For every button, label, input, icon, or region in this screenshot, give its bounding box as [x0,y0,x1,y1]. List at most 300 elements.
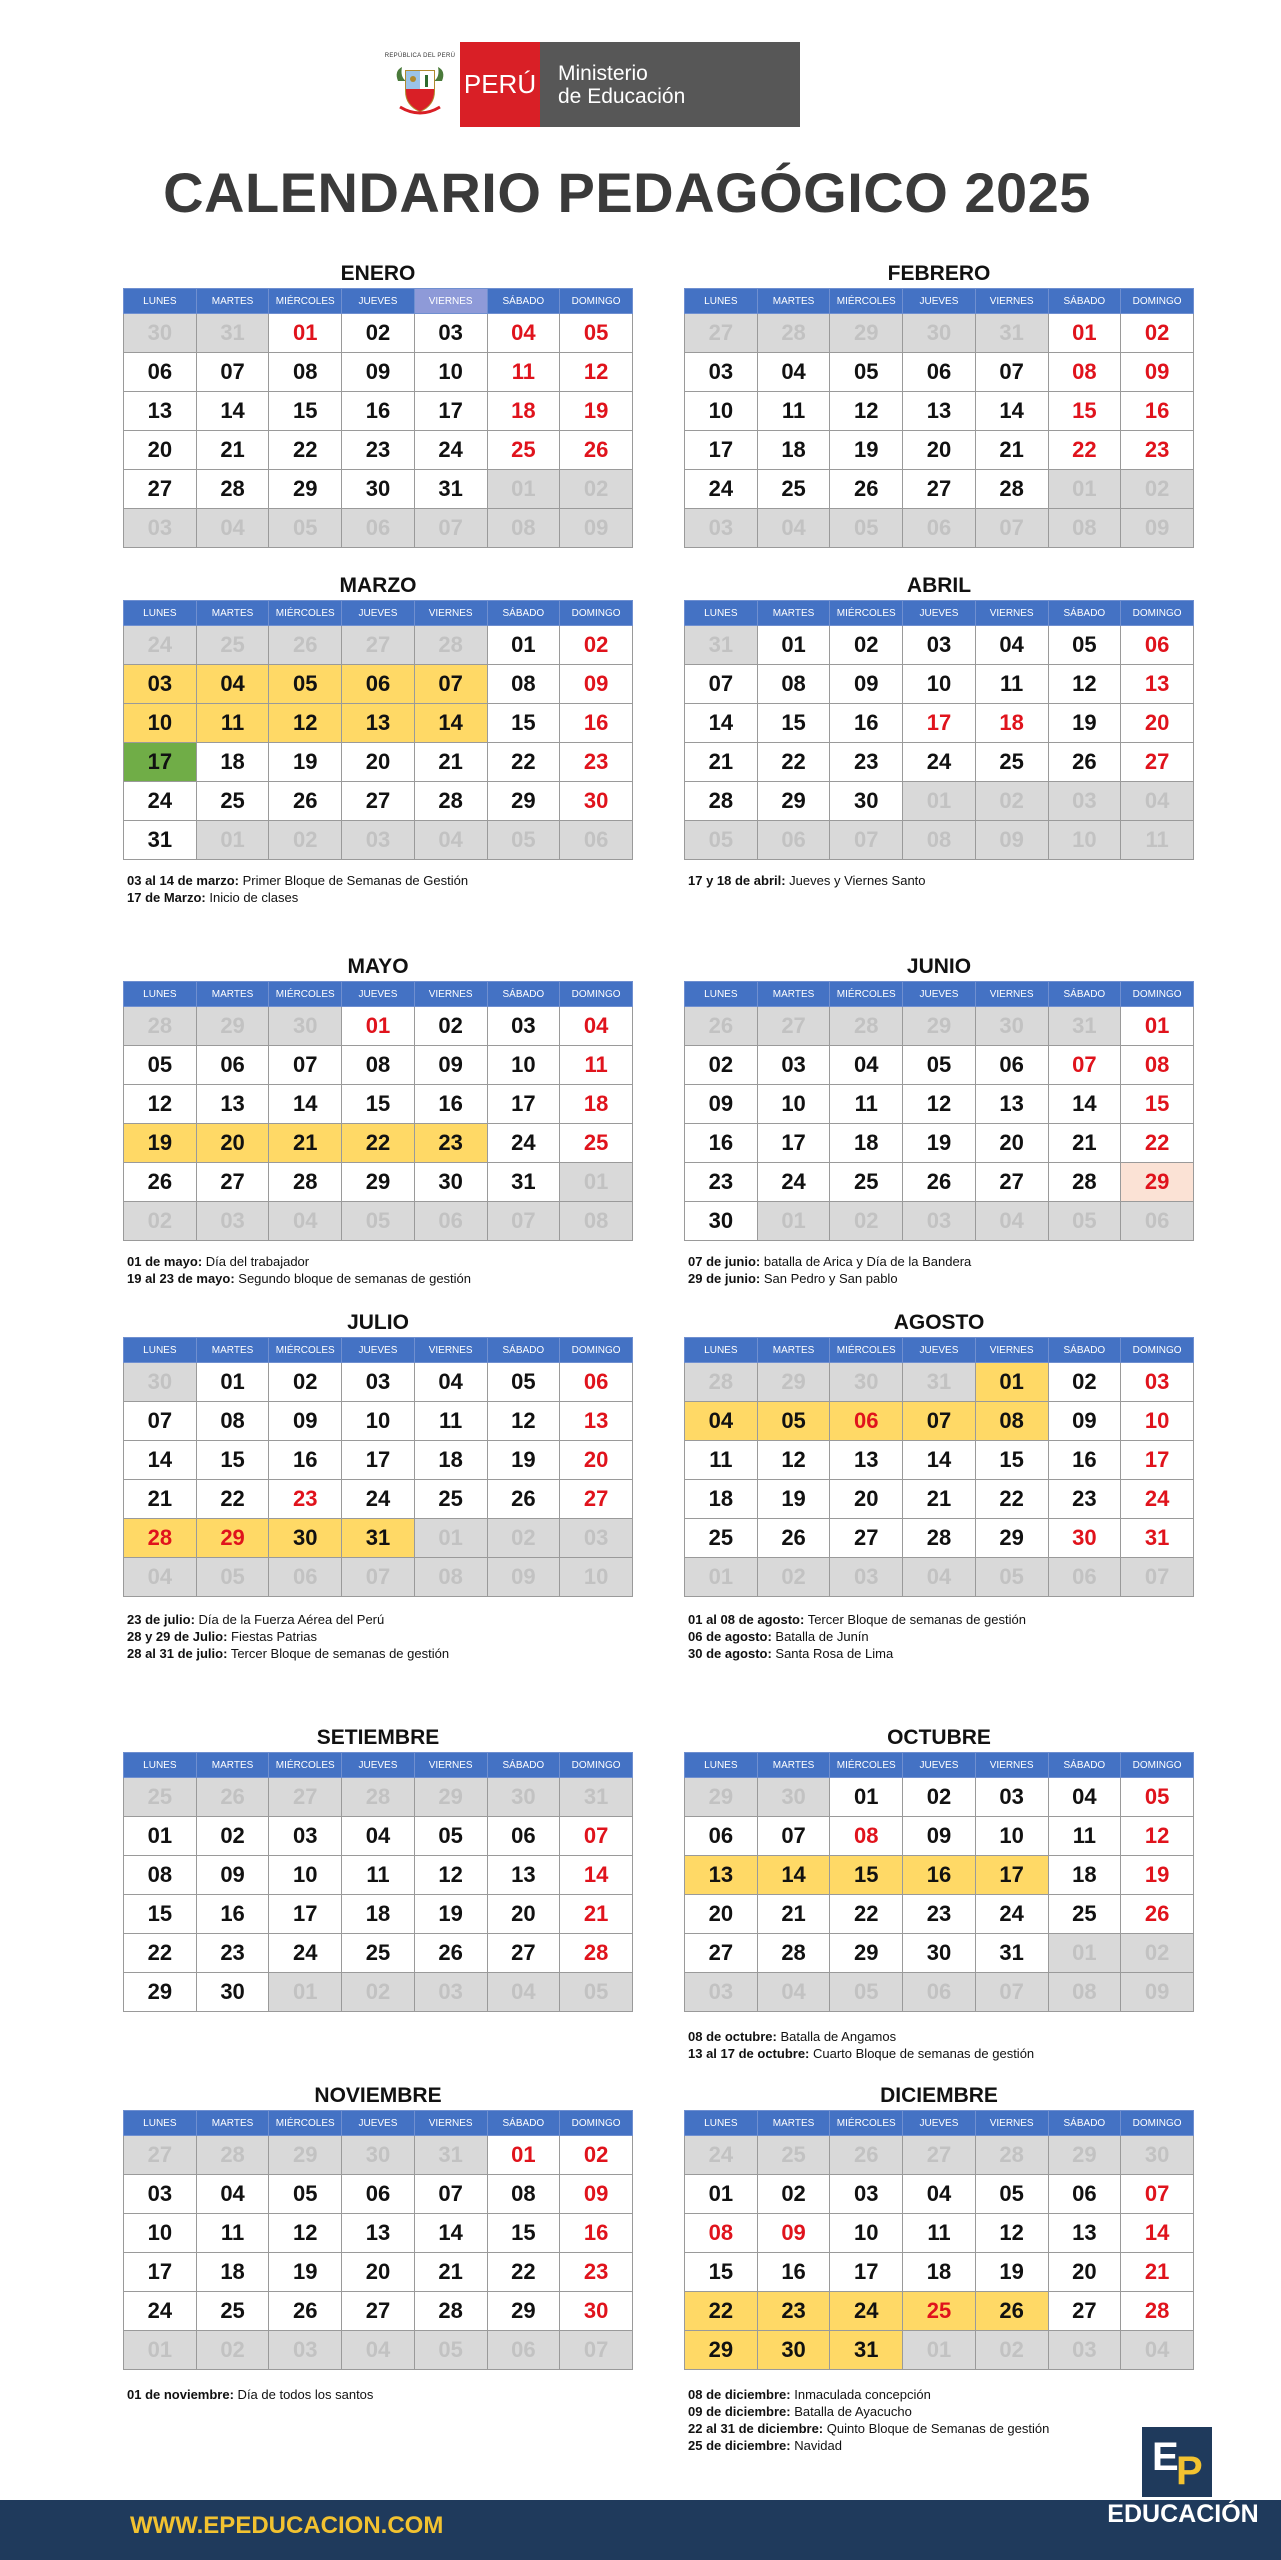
day-cell: 29 [269,470,342,509]
month-agosto [684,1311,1194,1597]
week-row [685,392,1194,431]
day-cell: 01 [342,1007,415,1046]
day-cell: 17 [685,431,758,470]
day-cell: 31 [124,821,197,860]
day-cell: 28 [1121,2292,1194,2331]
weekday-header: MIÉRCOLES [830,982,903,1007]
day-cell: 26 [414,1934,487,1973]
day-cell-outside: 09 [975,821,1048,860]
day-cell: 07 [975,353,1048,392]
day-cell: 30 [414,1163,487,1202]
day-cell: 12 [269,704,342,743]
day-cell: 22 [1121,1124,1194,1163]
weekday-header: VIERNES [975,289,1048,314]
day-cell: 16 [560,2214,633,2253]
note-date: 25 de diciembre: [688,2438,791,2453]
day-cell-outside: 29 [757,1363,830,1402]
day-cell: 01 [269,314,342,353]
day-cell-outside: 05 [830,1973,903,2012]
day-cell-outside: 05 [830,509,903,548]
day-cell: 26 [124,1163,197,1202]
week-row [685,1817,1194,1856]
day-cell: 19 [269,2253,342,2292]
weekday-header: DOMINGO [1121,601,1194,626]
day-cell-outside: 01 [1048,1934,1121,1973]
day-cell: 02 [342,314,415,353]
day-cell-outside: 01 [560,1163,633,1202]
day-cell-outside: 28 [342,1778,415,1817]
day-cell: 22 [342,1124,415,1163]
week-row [124,821,633,860]
day-cell: 17 [124,743,197,782]
day-cell-outside: 01 [903,2331,976,2370]
day-cell: 10 [342,1402,415,1441]
week-row [685,1973,1194,2012]
day-cell-outside: 02 [830,1202,903,1241]
day-cell: 17 [903,704,976,743]
day-cell: 19 [414,1895,487,1934]
note-text: Tercer Bloque de semanas de gestión [227,1646,450,1661]
day-cell: 06 [1048,2175,1121,2214]
day-cell: 10 [685,392,758,431]
weekday-header: SÁBADO [487,601,560,626]
day-cell: 08 [269,353,342,392]
day-cell-outside: 05 [269,509,342,548]
day-cell: 12 [487,1402,560,1441]
note-date: 01 al 08 de agosto: [688,1612,805,1627]
day-cell: 15 [487,2214,560,2253]
day-cell-outside: 07 [975,509,1048,548]
day-cell: 23 [196,1934,269,1973]
weekday-header: VIERNES [414,982,487,1007]
day-cell: 05 [975,2175,1048,2214]
note-text: Quinto Bloque de Semanas de gestión [823,2421,1050,2436]
day-cell: 06 [1121,626,1194,665]
day-cell: 15 [1048,392,1121,431]
day-cell-outside: 06 [757,821,830,860]
day-cell: 20 [487,1895,560,1934]
day-cell-outside: 04 [342,2331,415,2370]
week-row [124,1202,633,1241]
note-line [127,1645,687,1662]
week-row [124,353,633,392]
week-row [685,1856,1194,1895]
day-cell: 03 [685,353,758,392]
week-row [124,2331,633,2370]
weekday-header: SÁBADO [487,1753,560,1778]
notes-junio [688,1253,1248,1287]
day-cell: 28 [975,470,1048,509]
day-cell: 08 [342,1046,415,1085]
day-cell: 05 [269,665,342,704]
day-cell: 12 [560,353,633,392]
day-cell: 10 [1121,1402,1194,1441]
note-date: 23 de julio: [127,1612,195,1627]
day-cell: 23 [560,743,633,782]
weekday-header: LUNES [685,1753,758,1778]
day-cell: 18 [685,1480,758,1519]
weekday-header: MIÉRCOLES [269,601,342,626]
day-cell: 14 [757,1856,830,1895]
note-text: San Pedro y San pablo [760,1271,898,1286]
note-text: Batalla de Angamos [776,2029,897,2044]
week-row [124,1046,633,1085]
day-cell: 02 [196,1817,269,1856]
day-cell-outside: 02 [124,1202,197,1241]
day-cell: 11 [685,1441,758,1480]
month-name: OCTUBRE [887,1726,991,1749]
week-row [124,1895,633,1934]
footer-url-link[interactable]: WWW.EPEDUCACION.COM [130,2512,444,2539]
day-cell-outside: 24 [685,2136,758,2175]
day-cell: 03 [124,2175,197,2214]
day-cell: 02 [560,2136,633,2175]
note-line [688,1645,1248,1662]
day-cell-outside: 02 [757,1558,830,1597]
day-cell: 18 [830,1124,903,1163]
day-cell-outside: 25 [757,2136,830,2175]
day-cell: 22 [830,1895,903,1934]
day-cell: 25 [342,1934,415,1973]
month-diciembre [684,2084,1194,2370]
day-cell-outside: 06 [560,821,633,860]
day-cell: 11 [196,704,269,743]
day-cell: 07 [1048,1046,1121,1085]
day-cell: 06 [196,1046,269,1085]
day-cell: 27 [124,470,197,509]
day-cell: 14 [1048,1085,1121,1124]
day-cell: 18 [342,1895,415,1934]
day-cell: 01 [1048,314,1121,353]
day-cell-outside: 27 [269,1778,342,1817]
day-cell: 24 [1121,1480,1194,1519]
day-cell-outside: 01 [414,1519,487,1558]
day-cell: 01 [196,1363,269,1402]
weekday-header: MARTES [196,1753,269,1778]
day-cell-outside: 02 [1121,1934,1194,1973]
day-cell-outside: 03 [342,821,415,860]
day-cell: 27 [1048,2292,1121,2331]
day-cell: 20 [342,2253,415,2292]
day-cell: 06 [342,2175,415,2214]
month-grid [684,600,1194,860]
weekday-header: VIERNES [975,1338,1048,1363]
day-cell: 19 [1048,704,1121,743]
week-row [124,1402,633,1441]
day-cell-outside: 28 [685,1363,758,1402]
day-cell: 20 [1121,704,1194,743]
weekday-header: MIÉRCOLES [269,1753,342,1778]
day-cell: 10 [269,1856,342,1895]
day-cell-outside: 27 [342,626,415,665]
day-cell: 13 [830,1441,903,1480]
day-cell-outside: 05 [975,1558,1048,1597]
note-date: 22 al 31 de diciembre: [688,2421,824,2436]
day-cell-outside: 29 [830,314,903,353]
day-cell: 24 [975,1895,1048,1934]
day-cell: 01 [487,2136,560,2175]
day-cell: 29 [196,1519,269,1558]
day-cell: 19 [124,1124,197,1163]
day-cell: 15 [1121,1085,1194,1124]
day-cell: 06 [342,665,415,704]
day-cell: 18 [757,431,830,470]
day-cell: 24 [124,2292,197,2331]
week-row [685,821,1194,860]
day-cell-outside: 28 [830,1007,903,1046]
day-cell-outside: 28 [414,626,487,665]
day-cell: 13 [560,1402,633,1441]
month-marzo [123,574,633,860]
day-cell: 05 [1121,1778,1194,1817]
day-cell: 29 [685,2331,758,2370]
day-cell-outside: 04 [124,1558,197,1597]
note-text: Batalla de Ayacucho [790,2404,912,2419]
week-row [124,782,633,821]
day-cell: 15 [830,1856,903,1895]
day-cell: 19 [269,743,342,782]
day-cell-outside: 07 [342,1558,415,1597]
week-row [124,1163,633,1202]
day-cell: 11 [560,1046,633,1085]
week-row [685,2331,1194,2370]
week-row [124,392,633,431]
day-cell: 23 [757,2292,830,2331]
week-row [685,1480,1194,1519]
day-cell: 22 [487,2253,560,2292]
month-name: ENERO [340,262,416,285]
day-cell: 20 [1048,2253,1121,2292]
weekday-header: DOMINGO [560,982,633,1007]
day-cell: 09 [414,1046,487,1085]
weekday-header: SÁBADO [1048,1753,1121,1778]
weekday-header: VIERNES [975,1753,1048,1778]
day-cell-outside: 04 [269,1202,342,1241]
day-cell-outside: 02 [975,782,1048,821]
day-cell: 15 [124,1895,197,1934]
day-cell: 13 [342,2214,415,2253]
day-cell-outside: 06 [1121,1202,1194,1241]
day-cell: 30 [560,782,633,821]
day-cell: 07 [124,1402,197,1441]
weekday-header: VIERNES [414,289,487,314]
day-cell: 18 [903,2253,976,2292]
week-row [124,2214,633,2253]
day-cell: 25 [196,2292,269,2331]
note-text: Día de todos los santos [233,2387,374,2402]
note-text: Fiestas Patrias [227,1629,318,1644]
day-cell: 04 [1048,1778,1121,1817]
day-cell-outside: 02 [1121,470,1194,509]
day-cell: 17 [1121,1441,1194,1480]
day-cell: 17 [830,2253,903,2292]
month-name: FEBRERO [887,262,991,285]
day-cell-outside: 24 [124,626,197,665]
week-row [685,509,1194,548]
month-enero [123,262,633,548]
day-cell: 20 [685,1895,758,1934]
weekday-header: DOMINGO [560,1338,633,1363]
day-cell: 17 [342,1441,415,1480]
day-cell-outside: 09 [1121,1973,1194,2012]
day-cell: 30 [830,782,903,821]
day-cell: 10 [830,2214,903,2253]
day-cell-outside: 03 [1048,2331,1121,2370]
week-row [685,2136,1194,2175]
day-cell-outside: 05 [196,1558,269,1597]
day-cell: 07 [903,1402,976,1441]
note-text: Navidad [790,2438,842,2453]
day-cell-outside: 28 [975,2136,1048,2175]
day-cell-outside: 08 [1048,509,1121,548]
day-cell: 24 [414,431,487,470]
day-cell: 03 [975,1778,1048,1817]
week-row [685,743,1194,782]
note-date: 28 al 31 de julio: [127,1646,228,1661]
day-cell: 07 [685,665,758,704]
weekday-header: DOMINGO [560,601,633,626]
day-cell: 13 [342,704,415,743]
weekday-header: MARTES [757,2111,830,2136]
day-cell: 19 [975,2253,1048,2292]
day-cell-outside: 02 [975,2331,1048,2370]
day-cell: 09 [830,665,903,704]
day-cell: 30 [685,1202,758,1241]
weekday-header: DOMINGO [560,2111,633,2136]
day-cell: 10 [975,1817,1048,1856]
weekday-header: MARTES [757,1753,830,1778]
day-cell: 15 [685,2253,758,2292]
day-cell-outside: 05 [1048,1202,1121,1241]
day-cell-outside: 02 [269,821,342,860]
day-cell: 29 [757,782,830,821]
note-line [688,2028,1248,2045]
day-cell: 20 [196,1124,269,1163]
day-cell-outside: 01 [124,2331,197,2370]
month-octubre [684,1726,1194,2012]
note-date: 28 y 29 de Julio: [127,1629,228,1644]
day-cell: 08 [757,665,830,704]
day-cell-outside: 31 [560,1778,633,1817]
day-cell-outside: 05 [487,821,560,860]
day-cell: 03 [830,2175,903,2214]
day-cell: 23 [830,743,903,782]
day-cell: 25 [975,743,1048,782]
note-text: Batalla de Junín [771,1629,869,1644]
month-abril [684,574,1194,860]
day-cell: 22 [975,1480,1048,1519]
day-cell: 22 [269,431,342,470]
day-cell: 18 [1048,1856,1121,1895]
week-row [124,509,633,548]
day-cell: 03 [903,626,976,665]
day-cell: 27 [903,470,976,509]
day-cell-outside: 02 [487,1519,560,1558]
day-cell-outside: 06 [487,2331,560,2370]
minedu-logo [380,42,800,127]
day-cell: 16 [269,1441,342,1480]
day-cell-outside: 07 [560,2331,633,2370]
day-cell: 08 [1121,1046,1194,1085]
day-cell: 28 [903,1519,976,1558]
weekday-header: MIÉRCOLES [269,982,342,1007]
weekday-header: JUEVES [342,2111,415,2136]
day-cell-outside: 30 [487,1778,560,1817]
day-cell: 14 [414,2214,487,2253]
day-cell: 11 [975,665,1048,704]
day-cell: 10 [757,1085,830,1124]
day-cell: 28 [1048,1163,1121,1202]
day-cell-outside: 31 [414,2136,487,2175]
weekday-header: SÁBADO [487,289,560,314]
day-cell-outside: 01 [757,1202,830,1241]
day-cell-outside: 03 [560,1519,633,1558]
day-cell: 30 [196,1973,269,2012]
note-line [127,1611,687,1628]
note-date: 13 al 17 de octubre: [688,2046,810,2061]
day-cell: 12 [757,1441,830,1480]
day-cell-outside: 04 [1121,782,1194,821]
day-cell: 20 [975,1124,1048,1163]
day-cell: 16 [685,1124,758,1163]
weekday-header: JUEVES [903,1338,976,1363]
day-cell-outside: 05 [342,1202,415,1241]
week-row [124,704,633,743]
weekday-header: MARTES [196,289,269,314]
day-cell-outside: 28 [124,1007,197,1046]
day-cell: 27 [830,1519,903,1558]
weekday-header: DOMINGO [1121,1338,1194,1363]
month-name: AGOSTO [893,1311,985,1334]
month-grid [123,1337,633,1597]
shield-text: REPÚBLICA DEL PERÚ [384,52,456,59]
note-date: 07 de junio: [688,1254,761,1269]
day-cell: 07 [414,2175,487,2214]
day-cell: 31 [342,1519,415,1558]
day-cell: 29 [1121,1163,1194,1202]
day-cell: 30 [903,1934,976,1973]
day-cell: 29 [830,1934,903,1973]
day-cell: 26 [1048,743,1121,782]
day-cell: 19 [487,1441,560,1480]
day-cell-outside: 07 [830,821,903,860]
day-cell-outside: 27 [124,2136,197,2175]
weekday-header: LUNES [685,1338,758,1363]
day-cell: 21 [124,1480,197,1519]
footer-bar [0,2500,1281,2560]
day-cell: 21 [1121,2253,1194,2292]
week-row [124,431,633,470]
day-cell: 14 [1121,2214,1194,2253]
day-cell: 08 [975,1402,1048,1441]
ministry-name [540,42,800,127]
day-cell-outside: 04 [903,1558,976,1597]
day-cell: 08 [124,1856,197,1895]
day-cell: 18 [560,1085,633,1124]
day-cell: 28 [124,1519,197,1558]
weekday-header: MIÉRCOLES [269,289,342,314]
weekday-header: SÁBADO [1048,601,1121,626]
day-cell: 02 [1048,1363,1121,1402]
day-cell: 21 [975,431,1048,470]
day-cell: 28 [757,1934,830,1973]
day-cell-outside: 30 [124,314,197,353]
month-grid [684,2110,1194,2370]
note-date: 01 de noviembre: [127,2387,234,2402]
day-cell: 09 [342,353,415,392]
note-line [688,872,1248,889]
note-text: Primer Bloque de Semanas de Gestión [239,873,469,888]
